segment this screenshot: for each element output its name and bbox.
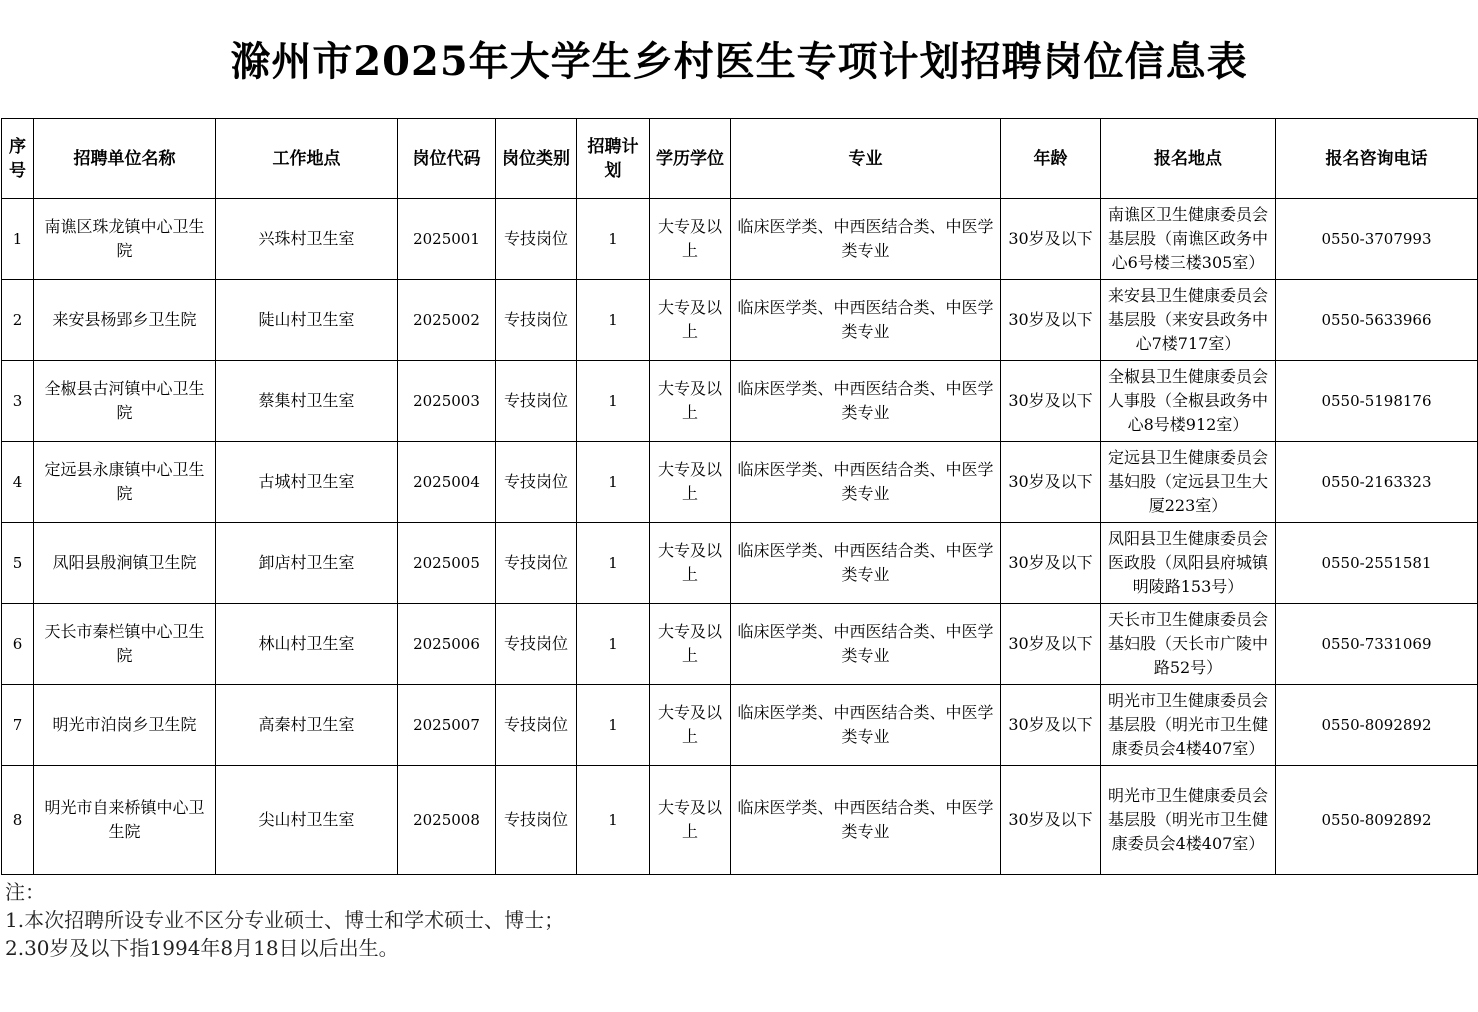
table-row bbox=[2, 442, 1478, 523]
header-cell: 专业 bbox=[731, 119, 1001, 199]
education: 大专及以上 bbox=[650, 766, 731, 875]
position-category: 专技岗位 bbox=[496, 199, 577, 280]
position-code: 2025005 bbox=[398, 523, 496, 604]
phone: 0550-8092892 bbox=[1276, 685, 1478, 766]
age: 30岁及以下 bbox=[1001, 523, 1101, 604]
row-number: 6 bbox=[2, 604, 34, 685]
education: 大专及以上 bbox=[650, 685, 731, 766]
major: 临床医学类、中西医结合类、中医学类专业 bbox=[731, 442, 1001, 523]
major: 临床医学类、中西医结合类、中医学类专业 bbox=[731, 199, 1001, 280]
table-row bbox=[2, 685, 1478, 766]
major: 临床医学类、中西医结合类、中医学类专业 bbox=[731, 280, 1001, 361]
registration-site: 天长市卫生健康委员会基妇股（天长市广陵中路52号） bbox=[1101, 604, 1276, 685]
phone: 0550-2163323 bbox=[1276, 442, 1478, 523]
position-category: 专技岗位 bbox=[496, 442, 577, 523]
registration-site: 南谯区卫生健康委员会基层股（南谯区政务中心6号楼三楼305室） bbox=[1101, 199, 1276, 280]
header-cell: 报名地点 bbox=[1101, 119, 1276, 199]
education: 大专及以上 bbox=[650, 442, 731, 523]
work-location: 兴珠村卫生室 bbox=[216, 199, 398, 280]
header-cell: 报名咨询电话 bbox=[1276, 119, 1478, 199]
positions-table bbox=[1, 118, 1478, 875]
age: 30岁及以下 bbox=[1001, 280, 1101, 361]
major: 临床医学类、中西医结合类、中医学类专业 bbox=[731, 604, 1001, 685]
header-cell: 年龄 bbox=[1001, 119, 1101, 199]
unit-name: 明光市泊岗乡卫生院 bbox=[34, 685, 216, 766]
unit-name: 天长市秦栏镇中心卫生院 bbox=[34, 604, 216, 685]
work-location: 林山村卫生室 bbox=[216, 604, 398, 685]
education: 大专及以上 bbox=[650, 199, 731, 280]
phone: 0550-3707993 bbox=[1276, 199, 1478, 280]
header-cell: 学历学位 bbox=[650, 119, 731, 199]
education: 大专及以上 bbox=[650, 280, 731, 361]
hiring-plan: 1 bbox=[577, 604, 650, 685]
major: 临床医学类、中西医结合类、中医学类专业 bbox=[731, 523, 1001, 604]
work-location: 高秦村卫生室 bbox=[216, 685, 398, 766]
major: 临床医学类、中西医结合类、中医学类专业 bbox=[731, 361, 1001, 442]
phone: 0550-7331069 bbox=[1276, 604, 1478, 685]
position-category: 专技岗位 bbox=[496, 766, 577, 875]
row-number: 7 bbox=[2, 685, 34, 766]
header-cell: 招聘单位名称 bbox=[34, 119, 216, 199]
notes-heading: 注： bbox=[5, 880, 45, 904]
work-location: 古城村卫生室 bbox=[216, 442, 398, 523]
unit-name: 凤阳县殷涧镇卫生院 bbox=[34, 523, 216, 604]
position-code: 2025006 bbox=[398, 604, 496, 685]
hiring-plan: 1 bbox=[577, 766, 650, 875]
table-row bbox=[2, 280, 1478, 361]
unit-name: 明光市自来桥镇中心卫生院 bbox=[34, 766, 216, 875]
header-cell: 岗位类别 bbox=[496, 119, 577, 199]
notes-section bbox=[5, 878, 564, 962]
hiring-plan: 1 bbox=[577, 280, 650, 361]
major: 临床医学类、中西医结合类、中医学类专业 bbox=[731, 685, 1001, 766]
work-location: 蔡集村卫生室 bbox=[216, 361, 398, 442]
education: 大专及以上 bbox=[650, 604, 731, 685]
registration-site: 凤阳县卫生健康委员会医政股（凤阳县府城镇明陵路153号） bbox=[1101, 523, 1276, 604]
registration-site: 全椒县卫生健康委员会人事股（全椒县政务中心8号楼912室） bbox=[1101, 361, 1276, 442]
work-location: 尖山村卫生室 bbox=[216, 766, 398, 875]
row-number: 8 bbox=[2, 766, 34, 875]
position-category: 专技岗位 bbox=[496, 280, 577, 361]
education: 大专及以上 bbox=[650, 361, 731, 442]
row-number: 4 bbox=[2, 442, 34, 523]
age: 30岁及以下 bbox=[1001, 199, 1101, 280]
position-code: 2025001 bbox=[398, 199, 496, 280]
position-code: 2025008 bbox=[398, 766, 496, 875]
unit-name: 南谯区珠龙镇中心卫生院 bbox=[34, 199, 216, 280]
note-item: 1.本次招聘所设专业不区分专业硕士、博士和学术硕士、博士； bbox=[5, 908, 565, 932]
table-row bbox=[2, 199, 1478, 280]
position-category: 专技岗位 bbox=[496, 361, 577, 442]
page-title: 滁州市2025年大学生乡村医生专项计划招聘岗位信息表 bbox=[230, 38, 1248, 85]
phone: 0550-5198176 bbox=[1276, 361, 1478, 442]
table-row bbox=[2, 361, 1478, 442]
age: 30岁及以下 bbox=[1001, 442, 1101, 523]
position-code: 2025007 bbox=[398, 685, 496, 766]
position-code: 2025003 bbox=[398, 361, 496, 442]
header-cell: 岗位代码 bbox=[398, 119, 496, 199]
phone: 0550-5633966 bbox=[1276, 280, 1478, 361]
position-code: 2025004 bbox=[398, 442, 496, 523]
hiring-plan: 1 bbox=[577, 442, 650, 523]
table-row bbox=[2, 766, 1478, 875]
work-location: 陡山村卫生室 bbox=[216, 280, 398, 361]
registration-site: 来安县卫生健康委员会基层股（来安县政务中心7楼717室） bbox=[1101, 280, 1276, 361]
row-number: 3 bbox=[2, 361, 34, 442]
position-category: 专技岗位 bbox=[496, 523, 577, 604]
unit-name: 全椒县古河镇中心卫生院 bbox=[34, 361, 216, 442]
header-cell: 招聘计划 bbox=[577, 119, 650, 199]
registration-site: 明光市卫生健康委员会基层股（明光市卫生健康委员会4楼407室） bbox=[1101, 766, 1276, 875]
age: 30岁及以下 bbox=[1001, 766, 1101, 875]
header-cell: 序号 bbox=[2, 119, 34, 199]
row-number: 2 bbox=[2, 280, 34, 361]
row-number: 1 bbox=[2, 199, 34, 280]
major: 临床医学类、中西医结合类、中医学类专业 bbox=[731, 766, 1001, 875]
hiring-plan: 1 bbox=[577, 199, 650, 280]
position-code: 2025002 bbox=[398, 280, 496, 361]
unit-name: 定远县永康镇中心卫生院 bbox=[34, 442, 216, 523]
position-category: 专技岗位 bbox=[496, 604, 577, 685]
registration-site: 明光市卫生健康委员会基层股（明光市卫生健康委员会4楼407室） bbox=[1101, 685, 1276, 766]
header-row bbox=[2, 119, 1478, 199]
phone: 0550-8092892 bbox=[1276, 766, 1478, 875]
position-category: 专技岗位 bbox=[496, 685, 577, 766]
row-number: 5 bbox=[2, 523, 34, 604]
education: 大专及以上 bbox=[650, 523, 731, 604]
note-item: 2.30岁及以下指1994年8月18日以后出生。 bbox=[5, 936, 399, 960]
hiring-plan: 1 bbox=[577, 361, 650, 442]
age: 30岁及以下 bbox=[1001, 604, 1101, 685]
phone: 0550-2551581 bbox=[1276, 523, 1478, 604]
age: 30岁及以下 bbox=[1001, 685, 1101, 766]
hiring-plan: 1 bbox=[577, 685, 650, 766]
registration-site: 定远县卫生健康委员会基妇股（定远县卫生大厦223室） bbox=[1101, 442, 1276, 523]
unit-name: 来安县杨郢乡卫生院 bbox=[34, 280, 216, 361]
table-row bbox=[2, 604, 1478, 685]
age: 30岁及以下 bbox=[1001, 361, 1101, 442]
work-location: 卸店村卫生室 bbox=[216, 523, 398, 604]
hiring-plan: 1 bbox=[577, 523, 650, 604]
header-cell: 工作地点 bbox=[216, 119, 398, 199]
table-row bbox=[2, 523, 1478, 604]
